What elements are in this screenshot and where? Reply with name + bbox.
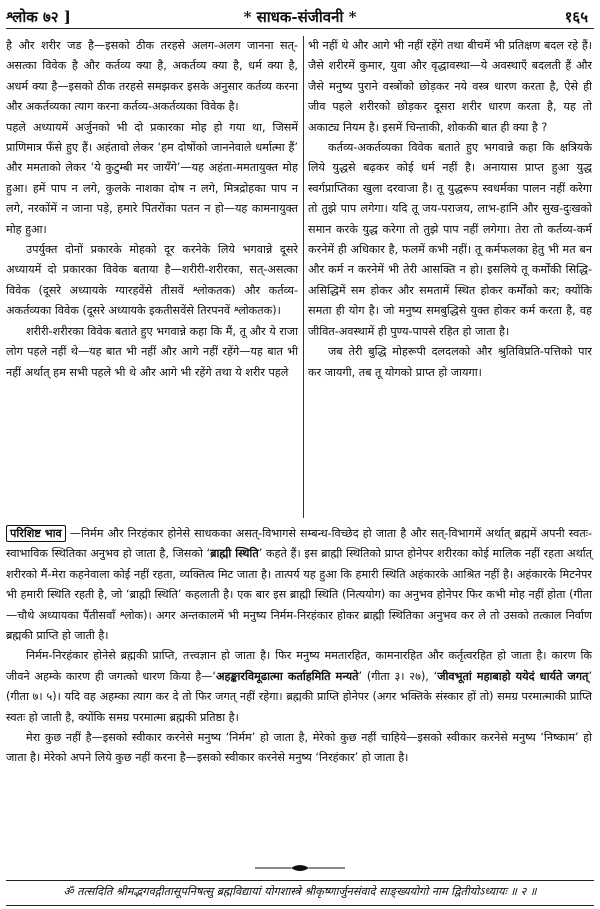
text-run: ’ (गीता ३। २७), ‘: [358, 669, 438, 683]
left-column-paragraph: पहले अध्यायमें अर्जुनको भी दो प्रकारका मोह हो गया था, जिसमें प्राणिमात्र फँसे हुए हैं। अहंतावो लेकर ‘हम दोषोंको जाननेवाले धर्मात्मा हैं’ और ममताको लेकर ‘ये कुटुम्बी मर जायँगे’—यह अहंता-ममतायुक्त मोह हुआ। हमें पाप न लगे, कुलके नाशका दोष न लगे, मित्रद्रोहका पाप न लगे, नरकोंमें न जाना पड़े, हमारे पितरोंका पतन न हो—यह कामनायुक्त मोह हुआ।: [6, 120, 298, 236]
text-run: निर्मम-निरहंकार होनेसे ब्रह्मकी प्राप्ति, तत्त्वज्ञान हो जाता है। फिर मनुष्य ममतारहित, कामनारहित और कर्तृत्वरहित हो जाता है। कारण कि जीवने अहम्के कारण ही जगत्को धारण किया है—‘: [6, 649, 592, 683]
text-run: मेरा कुछ नहीं है—इसको स्वीकार करनेसे मनुष्य ‘निर्मम’ हो जाता है, मेरेको कुछ नहीं चाहिये—इसको स्वीकार करनेसे मनुष्य ‘निष्काम’ हो जाता है। मेरेको अपने लिये कुछ नहीं करना है—इसको स्वीकार करनेसे मनुष्य ‘निरहंकार’ हो जाता है।: [6, 731, 592, 765]
appendix-paragraph: [6, 728, 592, 769]
appendix-section: [6, 524, 592, 769]
appendix-paragraph: [6, 646, 592, 728]
right-column: [308, 36, 592, 518]
page-number: १६५: [564, 8, 588, 26]
page-header: [6, 2, 594, 29]
appendix-label: परिशिष्ट भाव: [6, 525, 66, 542]
left-column-paragraph: है और शरीर जड है—इसको ठीक तरहसे अलग-अलग जानना सत्-असत्का विवेक है और कर्तव्य क्या है, अकर्तव्य क्या है, धर्म क्या है, अधर्म क्या है—इसको ठीक तरहसे समझकर इसके अनुसार कर्तव्य करना और अकर्तव्यका त्याग करना कर्तव्य-अकर्तव्यका विवेक है।: [6, 39, 298, 114]
left-column-paragraph: शरीरी-शरीरका विवेक बताते हुए भगवान्ने कहा कि मैं, तू और ये राजा लोग पहले नहीं थे—यह बात भी नहीं और आगे नहीं रहेंगे—यह बात भी नहीं अर्थात् हम सभी पहले भी थे और आगे भी रहेंगे तथा ये शरीर पहले: [6, 324, 298, 379]
chapter-colophon: ॐ तत्सदिति श्रीमद्भगवद्गीतासूपनिषत्सु ब्रह्मविद्यायां योगशास्त्रे श्रीकृष्णार्जुनसंवादे साङ्ख्ययोगो नाम द्वितीयोऽध्यायः ॥ २ ॥: [6, 880, 594, 906]
text-run: ’ कहते हैं। इस ब्राह्मी स्थितिको प्राप्त होनेपर शरीरका कोई मालिक नहीं रहता अर्थात् शरीरको मैं-मेरा कहनेवाला कोई नहीं रहता, व्यक्तित्व मिट जाता है। तात्पर्य यह हुआ कि हमारी स्थिति अहंकारके आश्रित नहीं है। अहंकारके मिटनेपर भी हमारी स्थिति रहती है, जो ‘ब्राह्मी स्थिति’ कहलाती है। एक बार इस ब्राह्मी स्थिति (नित्ययोग) का अनुभव होनेपर फिर कभी मोह नहीं होता (गीता—चौथे अध्यायका पैंतीसवाँ श्लोक)। अगर अन्तकालमें भी मनुष्य निर्मम-निरहंकार होकर ब्राह्मी स्थितिका अनुभव कर ले तो उसको तत्काल निर्वाण ब्रह्मकी प्राप्ति हो जाती है।: [6, 547, 592, 643]
quoted-term: जीवभूतां महाबाहो ययेदं धार्यते जगत्: [437, 669, 589, 683]
right-column-paragraph: जब तेरी बुद्धि मोहरूपी दलदलको और श्रुतिविप्रति-पत्तिको पार कर जायगी, तब तू योगको प्राप्त हो जायगा।: [308, 345, 592, 379]
right-column-paragraph: कर्तव्य-अकर्तव्यका विवेक बताते हुए भगवान्ने कहा कि क्षत्रियके लिये युद्धसे बढ़कर कोई धर्म नहीं है। अनायास प्राप्त हुआ युद्ध स्वर्गप्राप्तिका खुला दरवाजा है। तू युद्धरूप स्वधर्मका पालन नहीं करेगा तो तुझे पाप लगेगा। यदि तू जय-पराजय, लाभ-हानि और सुख-दुःखको समान करके युद्ध करेगा तो तुझे पाप नहीं लगेगा। तेरा तो कर्तव्य-कर्म करनेमें ही अधिकार है, फलमें कभी नहीं। तू कर्मफलका हेतु भी मत बन और कर्म न करनेमें भी तेरी आसक्ति न हो। इसलिये तू कर्मोंकी सिद्धि-असिद्धिमें सम होकर और समतामें स्थित होकर कर्मोंको कर; क्योंकि समता ही योग है। जो मनुष्य समबुद्धिसे युक्त होकर कर्म करता है, वह जीवित-अवस्थामें ही पुण्य-पापसे रहित हो जाता है।: [308, 141, 592, 338]
left-column-paragraph: उपर्युक्त दोनों प्रकारके मोहको दूर करनेके लिये भगवान्ने दूसरे अध्यायमें दो प्रकारका विवेक बताया है—शरीरी-शरीरका, सत्-असत्का विवेक (दूसरे अध्यायके ग्यारहवेंसे तीसवें श्लोकतक) और कर्तव्य-अकर्तव्यका विवेक (दूसरे अध्यायके इकतीसवेंसे तिरपनवें श्लोकतक)।: [6, 243, 298, 318]
left-column: [6, 36, 298, 518]
section-ornament: [0, 862, 600, 874]
right-column-paragraph: भी नहीं थे और आगे भी नहीं रहेंगे तथा बीचमें भी प्रतिक्षण बदल रहे हैं। जैसे शरीरमें कुमार, युवा और वृद्धावस्था—ये अवस्थाएँ बदलती हैं और जैसे मनुष्य पुराने वस्त्रोंको छोड़कर नये वस्त्र धारण करता है, ऐसे ही जीव पहले शरीरको छोड़कर दूसरा शरीर धारण करता है, यह तो अकाट्य नियम है। इसमें चिन्ताकी, शोककी बात ही क्या है ?: [308, 39, 592, 134]
two-column-body: [6, 36, 592, 518]
column-divider: [303, 36, 304, 518]
verse-reference: श्लोक ७२ ]: [6, 8, 71, 26]
text-run: ’ (गीता ७। ५)। यदि वह अहम्का त्याग कर दे तो फिर जगत् नहीं रहेगा। ब्रह्मकी प्राप्ति होनेपर (अगर भक्तिके संस्कार हों तो) समग्र परमात्माकी प्राप्ति स्वतः हो जाती है, क्योंकि समग्र परमात्मा ब्रह्मकी प्रतिष्ठा है।: [6, 669, 592, 724]
quoted-term: ब्राह्मी स्थिति: [210, 547, 259, 561]
quoted-term: अहङ्कारविमूढात्मा कर्ताहमिति मन्यते: [215, 669, 359, 683]
appendix-paragraph: [6, 524, 592, 646]
book-title: * साधक-संजीवनी *: [243, 8, 357, 26]
text-run: —निर्मम और निरहंकार होनेसे साधकका असत्-विभागसे सम्बन्ध-विच्छेद हो जाता है और सत्-विभागमें अर्थात् ब्रह्ममें अपनी स्वतः-स्वाभाविक स्थितिका अनुभव हो जाता है, जिसको ‘: [6, 527, 592, 561]
